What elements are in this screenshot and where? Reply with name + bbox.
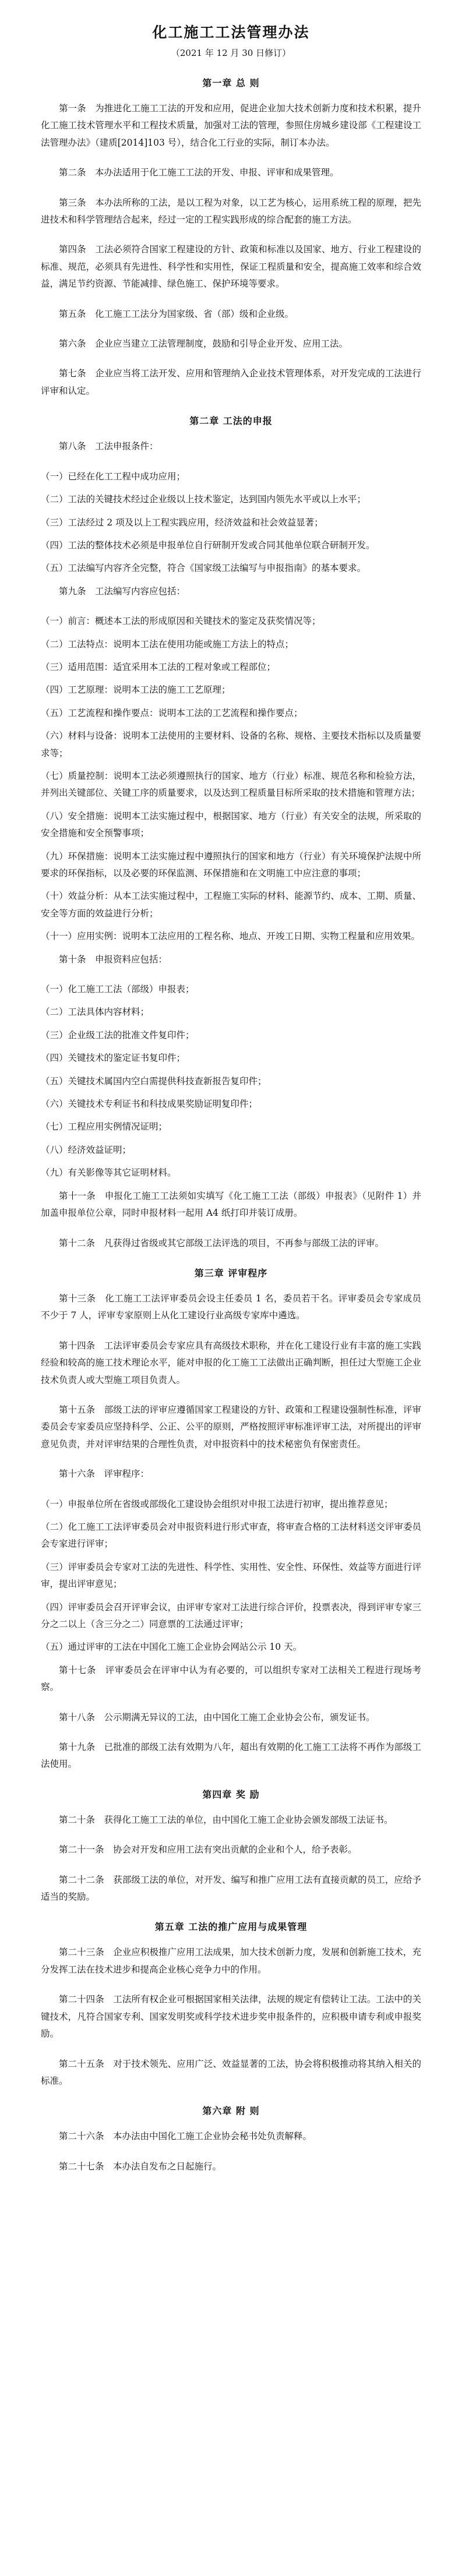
article-paragraph: 第二十五条 对于技术领先、应用广泛、效益显著的工法，协会将积极推动将其纳入相关的标准。 — [41, 2058, 421, 2086]
chapter-title: 第一章 总 则 — [202, 77, 260, 89]
article-item: （四）工法的整体技术必须是申报单位自行研制开发或合同其他单位联合研制开发。 — [41, 539, 375, 551]
article-paragraph: 第四条 工法必须符合国家工程建设的方针、政策和标准以及国家、地方、行业工程建设的标准、规范，必须具有先进性、科学性和实用性，保证工程质量和安全，提高施工效率和综合效益，满足节约资源、节能减排、绿色施工、保护环境等要求。 — [41, 244, 421, 290]
article-item: （四）评审委员会召开评审会议，由评审专家对工法进行综合评价，投票表决，得到评审专家三分之二以上（含三分之二）同意票的工法通过评审； — [41, 1601, 421, 1629]
article-item: （八）安全措施：说明本工法实施过程中，根据国家、地方（行业）有关安全的法规，所采取的安全措施和安全预警事项； — [41, 810, 421, 839]
article-paragraph: 第十五条 部级工法的评审应遵循国家工程建设的方针、政策和工程建设强制性标准，评审委员会专家委员应坚持科学、公正、公平的原则，严格按照评审标准评审工法，对所提出的评审意见负责，并对评审结果的合理性负责，对申报资料中的技术秘密负有保密责任。 — [41, 1404, 421, 1449]
chapters-container — [41, 75, 421, 2175]
article — [41, 1662, 421, 1773]
article — [41, 164, 421, 181]
article-paragraph: 第十三条 化工施工工法评审委员会设主任委员 1 名，委员若干名。评审委员会专家成员不少于 7 人，评审专家原则上从化工建设行业高级专家库中遴选。 — [41, 1293, 421, 1321]
article-paragraph: 第八条 工法申报条件： — [59, 441, 158, 452]
article-item: （五）关键技术属国内空白需提供科技查新报告复印件； — [41, 1075, 267, 1086]
article-item: （六）关键技术专利证书和科技成果奖励证明复印件； — [41, 1099, 258, 1110]
article — [41, 951, 421, 1182]
chapter-title: 第四章 奖 励 — [202, 1788, 260, 1800]
article — [41, 195, 421, 229]
article-item: （五）工法编写内容齐全完整，符合《国家级工法编写与申报指南》的基本要求。 — [41, 563, 366, 574]
article-paragraph: 第六条 企业应当建立工法管理制度，鼓励和引导企业开发、应用工法。 — [59, 338, 348, 350]
chapter-section — [41, 75, 421, 400]
article-item: （九）环保措施：说明本工法实施过程中遵照执行的国家和地方（行业）有关环境保护法规中所要求的环保指标，以及必要的环保监测、环保措施和在文明施工中应注意的事项； — [41, 851, 421, 878]
chapter-title: 第三章 评审程序 — [194, 1267, 268, 1279]
article — [41, 100, 421, 151]
article-item: （十一）应用实例：说明本工法应用的工程名称、地点、开竣工日期、实物工程量和应用效果。 — [41, 931, 421, 942]
document-title: 化工施工工法管理办法 — [152, 24, 310, 41]
article-paragraph: 第九条 工法编写内容应包括： — [59, 585, 186, 597]
article-item: （五）通过评审的工法在中国化工施工企业协会网站公示 10 天。 — [41, 1642, 302, 1653]
article-paragraph: 第十一条 申报化工施工工法须如实填写《化工施工工法（部级）申报表》（见附件 1）并加盖申报单位公章，同时申报材料一起用 A4 纸打印并装订成册。 — [41, 1190, 421, 1219]
article-item: （四）关键技术的鉴定证书复印件； — [41, 1053, 186, 1064]
article-paragraph: 第十二条 凡获得过省级或其它部级工法评选的项目，不再参与部级工法的评审。 — [59, 1237, 385, 1248]
article — [41, 2128, 421, 2175]
article-paragraph: 第十六条 评审程序： — [59, 1469, 150, 1480]
article-item: （六）材料与设备：说明本工法使用的主要材料、设备的名称、规格、主要技术指标以及质量要求等； — [41, 731, 421, 758]
article-item: （三）企业级工法的批准文件复印件； — [41, 1029, 195, 1040]
article-item: （五）工艺流程和操作要点：说明本工法的工艺流程和操作要点； — [41, 707, 303, 718]
article-paragraph: 第三条 本办法所称的工法，是以工程为对象，以工艺为核心，运用系统工程的原理，把先进技术和科学管理结合起来，经过一定的工程实践形成的综合配套的施工方法。 — [41, 197, 421, 225]
article-paragraph: 第二十七条 本办法自发布之日起施行。 — [59, 2161, 222, 2172]
article-paragraph: 第十九条 已批准的部级工法有效期为八年，超出有效期的化工施工工法将不再作为部级工法使用。 — [41, 1742, 421, 1770]
chapter-title: 第二章 工法的申报 — [189, 415, 273, 427]
article — [41, 1188, 421, 1252]
article-paragraph: 第二十三条 企业应积极推广应用工法成果，加大技术创新力度，发展和创新施工技术，充分发挥工法在技术进步和提高企业核心竞争力中的作用。 — [41, 1947, 421, 1975]
chapter-title: 第六章 附 则 — [202, 2105, 260, 2117]
article-item: （三）适用范围：适宜采用本工法的工程对象或工程部位； — [41, 661, 276, 672]
article-item: （四）工艺原理：说明本工法的施工工艺原理； — [41, 684, 231, 696]
chapter-section — [41, 2102, 421, 2175]
article-item: （三）评审委员会专家对工法的先进性、科学性、实用性、安全性、环保性、效益等方面进行评审，提出评审意见； — [41, 1561, 421, 1590]
article-item: （二）工法具体内容材料； — [41, 1007, 150, 1018]
chapter-section — [41, 1918, 421, 2090]
article — [41, 583, 421, 945]
article-paragraph: 第七条 企业应当将工法开发、应用和管理纳入企业技术管理体系，对开发完成的工法进行评审和认定。 — [41, 368, 421, 396]
article — [41, 1944, 421, 2090]
article-item: （二）工法的关键技术经过企业级以上技术鉴定，达到国内领先水平或以上水平； — [41, 494, 366, 505]
article-paragraph: 第二十六条 本办法由中国化工施工企业协会秘书处负责解释。 — [59, 2131, 312, 2142]
chapter-section — [41, 1265, 421, 1773]
chapter-section — [41, 1786, 421, 1906]
article — [41, 306, 421, 323]
article-paragraph: 第二十条 获得化工施工工法的单位，由中国化工施工企业协会颁发部级工法证书。 — [59, 1814, 393, 1825]
article-item: （一）化工施工工法（部级）申报表； — [41, 984, 195, 995]
article-paragraph: 第十八条 公示期满无异议的工法，由中国化工施工企业协会公布，颁发证书。 — [59, 1712, 375, 1723]
article-paragraph: 第十四条 工法评审委员会专家应具有高级技术职称，并在化工建设行业有丰富的施工实践经验和较高的施工技术理论水平，能对申报的化工施工工法做出正确判断，担任过大型施工企业技术负责人或大型施工项目负责人。 — [41, 1340, 421, 1385]
article-item: （三）工法经过 2 项及以上工程实践应用，经济效益和社会效益显著； — [41, 517, 323, 528]
article-item: （七）工程应用实例情况证明； — [41, 1121, 168, 1132]
document-subtitle: （2021 年 12 月 30 日修订） — [171, 48, 291, 58]
article-item: （七）质量控制：说明本工法必须遵照执行的国家、地方（行业）标准、规范名称和检验方法，并列出关键部位、关键工序的质量要求，以及达到工程质量目标所采取的技术措施和管理方法； — [41, 770, 421, 799]
article-paragraph: 第五条 化工施工工法分为国家级、省（部）级和企业级。 — [59, 308, 294, 319]
article — [41, 1812, 421, 1906]
article — [41, 438, 421, 577]
article-paragraph: 第二十四条 工法所有权企业可根据国家相关法律，法规的规定有偿转让工法。工法中的关键技术，凡符合国家专利、国家发明奖或科学技术进步奖申报条件的，应积极申请专利或申报奖励。 — [41, 1994, 421, 2039]
article-paragraph: 第十七条 评审委员会在评审中认为有必要的，可以组织专家对工法相关工程进行现场考察。 — [41, 1664, 421, 1693]
article-item: （八）经济效益证明； — [41, 1144, 132, 1155]
article-item: （二）工法特点：说明本工法在使用功能或施工方法上的特点； — [41, 638, 294, 650]
article — [41, 1290, 421, 1656]
chapter-section — [41, 412, 421, 1252]
article-item: （一）申报单位所在省级或部级化工建设协会组织对申报工法进行初审，提出推荐意见； — [41, 1498, 393, 1509]
article-paragraph: 第二十二条 获部级工法的单位，对开发、编写和推广应用工法有直接贡献的员工，应给予适当的奖励。 — [41, 1874, 421, 1903]
article-paragraph: 第十条 申报资料应包括： — [59, 954, 168, 965]
article — [41, 365, 421, 400]
article — [41, 241, 421, 292]
article — [41, 336, 421, 352]
article-paragraph: 第二条 本办法适用于化工施工工法的开发、申报、评审和成果管理。 — [59, 167, 339, 178]
article-paragraph: 第二十一条 协会对开发和应用工法有突出贡献的企业和个人，给予表彰。 — [59, 1844, 357, 1855]
chapter-title: 第五章 工法的推广应用与成果管理 — [154, 1921, 308, 1933]
article-item: （一）前言：概述本工法的形成原因和关键技术的鉴定及获奖情况等； — [41, 616, 321, 627]
article-item: （九）有关影像等其它证明材料。 — [41, 1167, 177, 1178]
article-item: （十）效益分析：从本工法实施过程中，工程施工实际的材料、能源节约、成本、工期、质量、安全等方面的效益进行分析； — [41, 891, 421, 919]
article-item: （二）化工施工工法评审委员会对申报资料进行形式审查，将审查合格的工法材料送交评审委员会专家进行评审； — [41, 1521, 421, 1550]
article-item: （一）已经在化工工程中成功应用； — [41, 471, 186, 482]
article-paragraph: 第一条 为推进化工施工工法的开发和应用，促进企业加大技术创新力度和技术积累，提升化工施工技术管理水平和工程技术质量，加强对工法的管理，参照住房城乡建设部《工程建设工法管理办法》（建质[2014]103 号），结合化工行业的实际，制订本办法。 — [41, 103, 421, 148]
